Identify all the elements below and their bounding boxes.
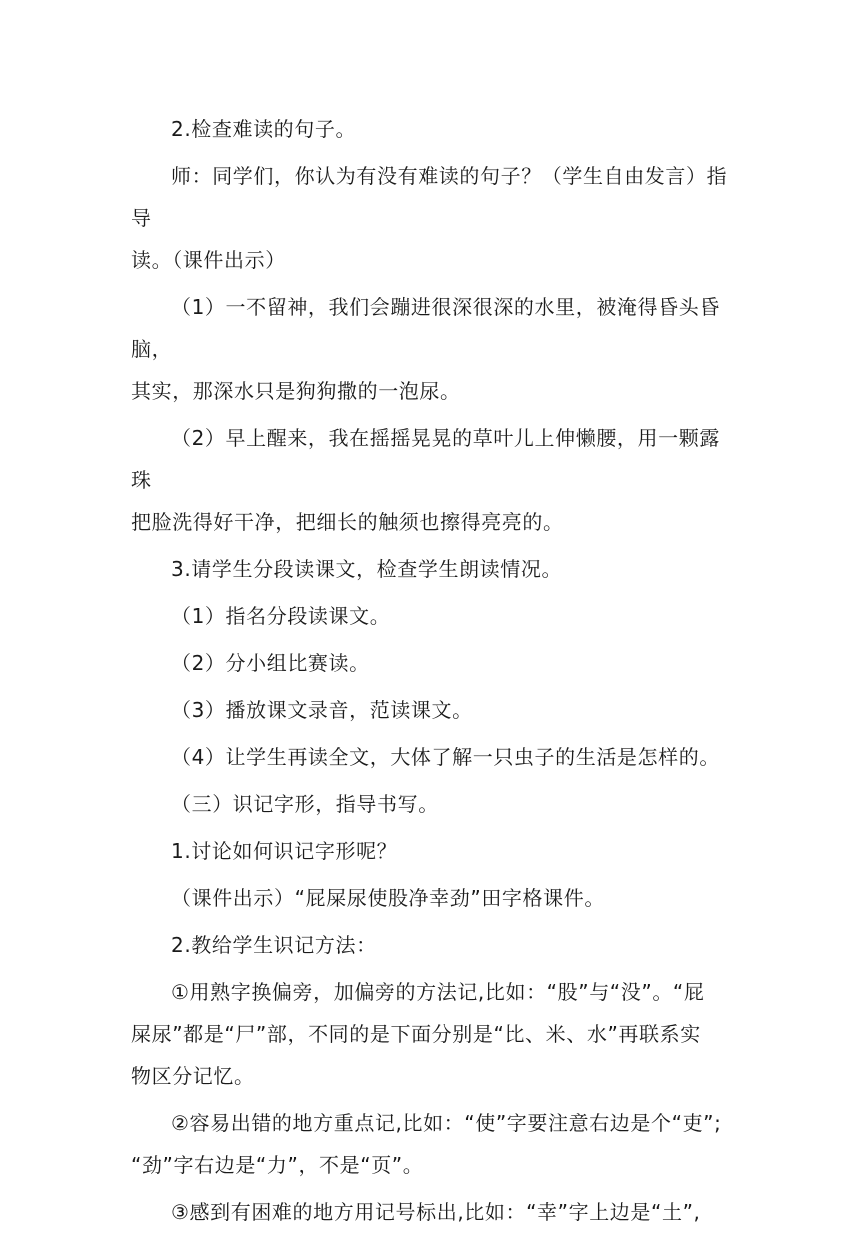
text-line: ②容易出错的地方重点记,比如：“使”字要注意右边是个“吏”; (171, 1111, 722, 1135)
text-line: （三）识记字形，指导书写。 (171, 792, 439, 816)
paragraph-courseware (131, 877, 731, 919)
text-line: （课件出示）“屁屎尿使股净幸劲”田字格课件。 (171, 886, 605, 910)
text-line: 3.请学生分段读课文，检查学生朗读情况。 (171, 557, 563, 581)
paragraph-method-1 (131, 971, 731, 1097)
text-line: （1）指名分段读课文。 (171, 604, 391, 628)
text-line: ③感到有困难的地方用记号标出,比如：“幸”字上边是“土”, (171, 1200, 701, 1224)
paragraph-teacher-question (131, 155, 731, 281)
text-line: ①用熟字换偏旁，加偏旁的方法记,比如：“股”与“没”。“屁 (171, 980, 705, 1004)
text-line: （4）让学生再读全文，大体了解一只虫子的生活是怎样的。 (171, 745, 720, 769)
paragraph-step-3 (131, 689, 731, 731)
text-line: 读。（课件出示） (131, 248, 286, 272)
paragraph-sentence-2 (131, 417, 731, 543)
paragraph-step-1 (131, 595, 731, 637)
paragraph-method-heading (131, 924, 731, 966)
text-line: 屎尿”都是“尸”部，不同的是下面分别是“比、米、水”再联系实 (131, 1022, 701, 1046)
section-heading-3 (131, 783, 731, 825)
paragraph-step-2 (131, 642, 731, 684)
text-line: 1.讨论如何识记字形呢？ (171, 839, 398, 863)
text-line: （2）早上醒来，我在摇摇晃晃的草叶儿上伸懒腰，用一颗露珠 (131, 426, 720, 492)
paragraph-method-3 (131, 1191, 731, 1233)
text-line: （3）播放课文录音，范读课文。 (171, 698, 473, 722)
text-line: （2）分小组比赛读。 (171, 651, 370, 675)
text-line: 其实，那深水只是狗狗撒的一泡尿。 (131, 379, 461, 403)
text-line: 2.教给学生识记方法： (171, 933, 377, 957)
document-body (131, 108, 731, 1238)
text-line: （1）一不留神，我们会蹦进很深很深的水里，被淹得昏头昏脑， (131, 295, 720, 361)
text-line: “劲”字右边是“力”，不是“页”。 (131, 1153, 424, 1177)
text-line: 物区分记忆。 (131, 1064, 255, 1088)
paragraph-heading-3 (131, 548, 731, 590)
text-line: 2.检查难读的句子。 (171, 117, 357, 141)
paragraph-heading-2 (131, 108, 731, 150)
paragraph-sentence-1 (131, 286, 731, 412)
text-line: 把脸洗得好干净，把细长的触须也擦得亮亮的。 (131, 510, 564, 534)
text-line: 师：同学们，你认为有没有难读的句子？（学生自由发言）指导 (131, 164, 728, 230)
paragraph-discussion (131, 830, 731, 872)
paragraph-step-4 (131, 736, 731, 778)
paragraph-method-2 (131, 1102, 731, 1186)
